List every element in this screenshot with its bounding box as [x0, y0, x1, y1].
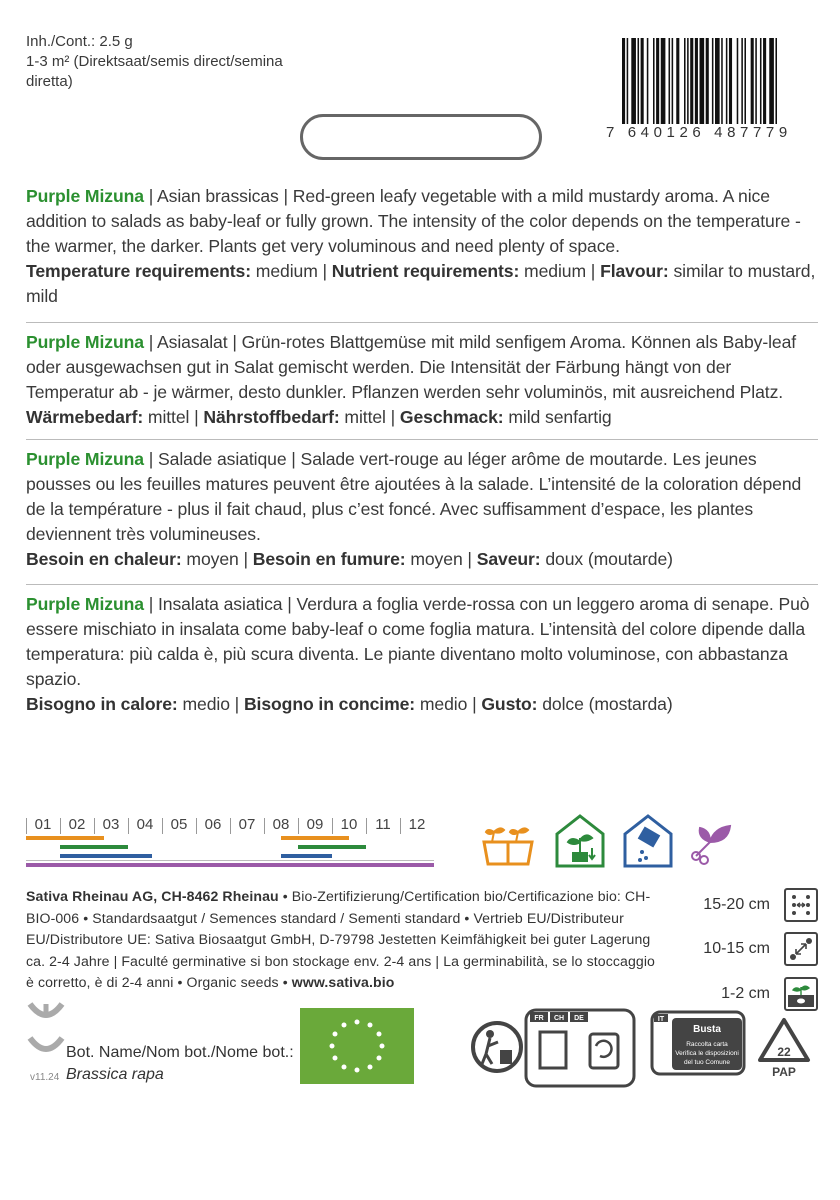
- sowing-calendar: [26, 816, 434, 864]
- requirement-value: moyen |: [181, 549, 253, 569]
- barcode-bar: [638, 38, 640, 134]
- busta-label: Busta: [693, 1024, 721, 1035]
- description-text: [26, 447, 818, 547]
- barcode-bar: [631, 38, 636, 134]
- requirement-label: Flavour:: [600, 261, 669, 281]
- requirement-label: Bisogno in concime:: [243, 694, 416, 714]
- requirements-line: [26, 547, 818, 572]
- barcode-bar: [760, 38, 762, 134]
- pap-label: PAP: [772, 1065, 796, 1078]
- greenhouse-icon: [554, 812, 606, 873]
- requirement-value: mittel |: [143, 407, 204, 427]
- requirement-label: Besoin en chaleur:: [26, 549, 182, 569]
- barcode-bar: [684, 38, 686, 134]
- calendar-bar: [281, 854, 332, 858]
- variety-description: | Salade asiatique | Salade vert-rouge au léger arôme de moutarde. Les jeunes pousses ou les feuilles matures peuvent être ajoutées à la salade. L’intensité de la coloration dépend de la température - plus il fait chaud, plus c’est foncé. Avec suffisamment d’espace, les plantes deviennent très volumineuses.: [26, 449, 802, 544]
- seedling-tray-icon: [482, 812, 534, 873]
- calendar-baseline: [26, 860, 434, 861]
- month-label: 10: [340, 816, 358, 833]
- description-block: [26, 447, 818, 572]
- requirement-label: Nährstoffbedarf:: [203, 407, 340, 427]
- botanical-label: Bot. Name/Nom bot./Nome bot.:: [66, 1044, 294, 1061]
- barcode-bar: [690, 38, 693, 134]
- recycle-person-icon: [470, 1020, 524, 1079]
- barcode-bar: [741, 38, 743, 134]
- eu-organic-logo: [300, 1008, 414, 1084]
- section-divider: [26, 322, 818, 323]
- barcode-bar: [641, 38, 644, 134]
- sowing-depth: [658, 977, 818, 1011]
- month-label: 11: [375, 816, 391, 833]
- requirement-value: similar to mustard, mild: [26, 261, 816, 306]
- requirement-label: Bisogno in calore:: [26, 694, 178, 714]
- certification-text: • Bio-Zertifizierung/Certification bio/Certificazione bio: CH-BIO-006 • Standardsaatgut / Semences standard / Sementi standard • Vertrieb EU/Distributeur EU/Distributore UE: Sativa Biosaatgut GmbH, D-79798 Jestetten Keimfähigkeit bei guter Lagerung ca. 2-4 Jahre | Faculté germinative si bon stockage env. 2-4 ans | La germinabilità, se lo stoccaggio è corretto, è di 2-4 anni • Organic seeds •: [26, 888, 655, 990]
- barcode-bar: [700, 38, 705, 134]
- barcode-bar: [672, 38, 674, 134]
- barcode-bar: [715, 38, 720, 134]
- plant-spacing-label: 10-15 cm: [703, 940, 770, 957]
- month-label: 06: [204, 816, 222, 833]
- barcode-bar: [695, 38, 698, 134]
- month-label: 05: [170, 816, 188, 833]
- plant-spacing: [658, 932, 818, 966]
- barcode-bar: [775, 38, 777, 134]
- svg-text:del tuo Comune: del tuo Comune: [684, 1059, 730, 1066]
- barcode-bar: [687, 38, 689, 134]
- row-spacing-icon: [784, 888, 818, 922]
- recycling-info-it: [650, 1010, 746, 1081]
- requirements-line: [26, 405, 818, 430]
- hanger-hole: [300, 114, 542, 160]
- requirements-line: [26, 692, 818, 717]
- requirement-label: Temperature requirements:: [26, 261, 251, 281]
- barcode-bar: [669, 38, 671, 134]
- country-de: DE: [574, 1015, 584, 1022]
- calendar-bar: [298, 845, 366, 849]
- variety-description: | Asiasalat | Grün-rotes Blattgemüse mit mild senfigem Aroma. Können als Baby-leaf oder ausgewachsen gut in Salat gemischt werden. Die Intensität der Färbung hängt von der Temperatur ab - je wärmer, desto dunkler. Pflanzen werden sehr voluminös, mit ausreichend Platz.: [26, 332, 797, 402]
- requirement-value: dolce (mostarda): [537, 694, 673, 714]
- sowing-area: 1-3 m² (Direktsaat/semis direct/semina: [26, 53, 283, 70]
- calendar-bar: [281, 836, 349, 840]
- direct-sowing-icon: [622, 812, 674, 873]
- requirement-value: doux (moutarde): [540, 549, 673, 569]
- requirement-label: Wärmebedarf:: [26, 407, 144, 427]
- recycling-info-fr-ch-de: [524, 1008, 636, 1093]
- variety-name: Purple Mizuna: [26, 594, 144, 614]
- variety-name: Purple Mizuna: [26, 449, 144, 469]
- botanical-name: [66, 1042, 294, 1086]
- description-text: [26, 330, 818, 405]
- row-spacing: [658, 888, 818, 922]
- country-ch: CH: [553, 1015, 565, 1022]
- barcode-bar: [721, 38, 723, 134]
- barcode-bar: [729, 38, 732, 134]
- description-block: [26, 184, 818, 309]
- month-label: 08: [272, 816, 290, 833]
- requirement-value: medio |: [177, 694, 244, 714]
- requirement-label: Gusto:: [481, 694, 538, 714]
- month-label: 01: [34, 816, 52, 833]
- barcode-bar: [763, 38, 766, 134]
- requirement-label: Besoin en fumure:: [252, 549, 406, 569]
- content-info: [26, 32, 296, 92]
- description-block: [26, 592, 818, 717]
- company-name: Sativa Rheinau AG, CH-8462 Rheinau: [26, 888, 279, 904]
- barcode-bar: [627, 38, 629, 134]
- requirements-line: [26, 259, 818, 309]
- description-block: [26, 330, 818, 430]
- variety-name: Purple Mizuna: [26, 332, 144, 352]
- svg-text:Raccolta carta: Raccolta carta: [686, 1041, 728, 1048]
- harvest-icon: [690, 822, 736, 871]
- description-text: [26, 592, 818, 692]
- requirement-value: mild senfartig: [503, 407, 612, 427]
- barcode-bar: [653, 38, 655, 134]
- pap-recycling-icon: [754, 1016, 814, 1083]
- barcode-bar: [676, 38, 679, 134]
- version-label: v11.24: [30, 1072, 60, 1083]
- requirement-value: medium |: [250, 261, 332, 281]
- pap-number: 22: [777, 1045, 791, 1059]
- barcode-bar: [755, 38, 757, 134]
- country-it: IT: [657, 1016, 665, 1023]
- website-link[interactable]: www.sativa.bio: [291, 974, 395, 990]
- barcode-number: 7 640126 487779: [604, 124, 814, 141]
- calendar-bar: [26, 863, 434, 867]
- requirement-value: moyen |: [405, 549, 477, 569]
- section-divider: [26, 439, 818, 440]
- month-label: 04: [136, 816, 154, 833]
- sowing-area-cont: diretta): [26, 73, 73, 90]
- month-label: 09: [306, 816, 324, 833]
- barcode-bar: [661, 38, 666, 134]
- calendar-bar: [26, 836, 104, 840]
- barcode-bar: [751, 38, 754, 134]
- content-weight: Inh./Cont.: 2.5 g: [26, 33, 133, 50]
- sowing-depth-icon: [784, 977, 818, 1011]
- requirement-label: Nutrient requirements:: [331, 261, 520, 281]
- barcode-bar: [744, 38, 746, 134]
- barcode-bar: [647, 38, 649, 134]
- requirement-label: Geschmack:: [399, 407, 504, 427]
- barcode-bar: [712, 38, 714, 134]
- calendar-bar: [60, 845, 128, 849]
- barcode-bar: [769, 38, 774, 134]
- barcode-bar: [706, 38, 709, 134]
- plant-spacing-icon: [784, 932, 818, 966]
- requirement-value: medio |: [415, 694, 482, 714]
- requirement-label: Saveur:: [476, 549, 541, 569]
- sativa-logo-icon: [26, 1000, 66, 1071]
- barcode-bar: [737, 38, 739, 134]
- svg-text:Verifica le disposizioni: Verifica le disposizioni: [675, 1050, 739, 1057]
- barcode-bar: [656, 38, 659, 134]
- variety-name: Purple Mizuna: [26, 186, 144, 206]
- company-footer: [26, 886, 666, 994]
- latin-name: Brassica rapa: [66, 1066, 164, 1083]
- description-text: [26, 184, 818, 259]
- variety-description: | Insalata asiatica | Verdura a foglia verde-rossa con un leggero aroma di senape. Può essere mischiato in insalata come baby-leaf o come foglia matura. L’intensità del colore dipende dalla temperatura: più calda è, più scura diventa. Le piante diventano molto voluminose, con abbastanza spazio.: [26, 594, 810, 689]
- barcode-bar: [622, 38, 625, 134]
- month-label: 07: [238, 816, 256, 833]
- month-label: 02: [68, 816, 86, 833]
- month-label: 03: [102, 816, 120, 833]
- country-fr: FR: [534, 1015, 544, 1022]
- sowing-depth-label: 1-2 cm: [721, 985, 770, 1002]
- calendar-bar: [60, 854, 152, 858]
- section-divider: [26, 584, 818, 585]
- barcode-bar: [726, 38, 728, 134]
- variety-description: | Asian brassicas | Red-green leafy vegetable with a mild mustardy aroma. A nice addition to salads as baby-leaf or fully grown. The intensity of the color depends on the temperature - the warmer, the darker. Plants get very voluminous and need plenty of space.: [26, 186, 801, 256]
- row-spacing-label: 15-20 cm: [703, 896, 770, 913]
- requirement-value: mittel |: [339, 407, 400, 427]
- month-label: 12: [408, 816, 426, 833]
- requirement-value: medium |: [519, 261, 601, 281]
